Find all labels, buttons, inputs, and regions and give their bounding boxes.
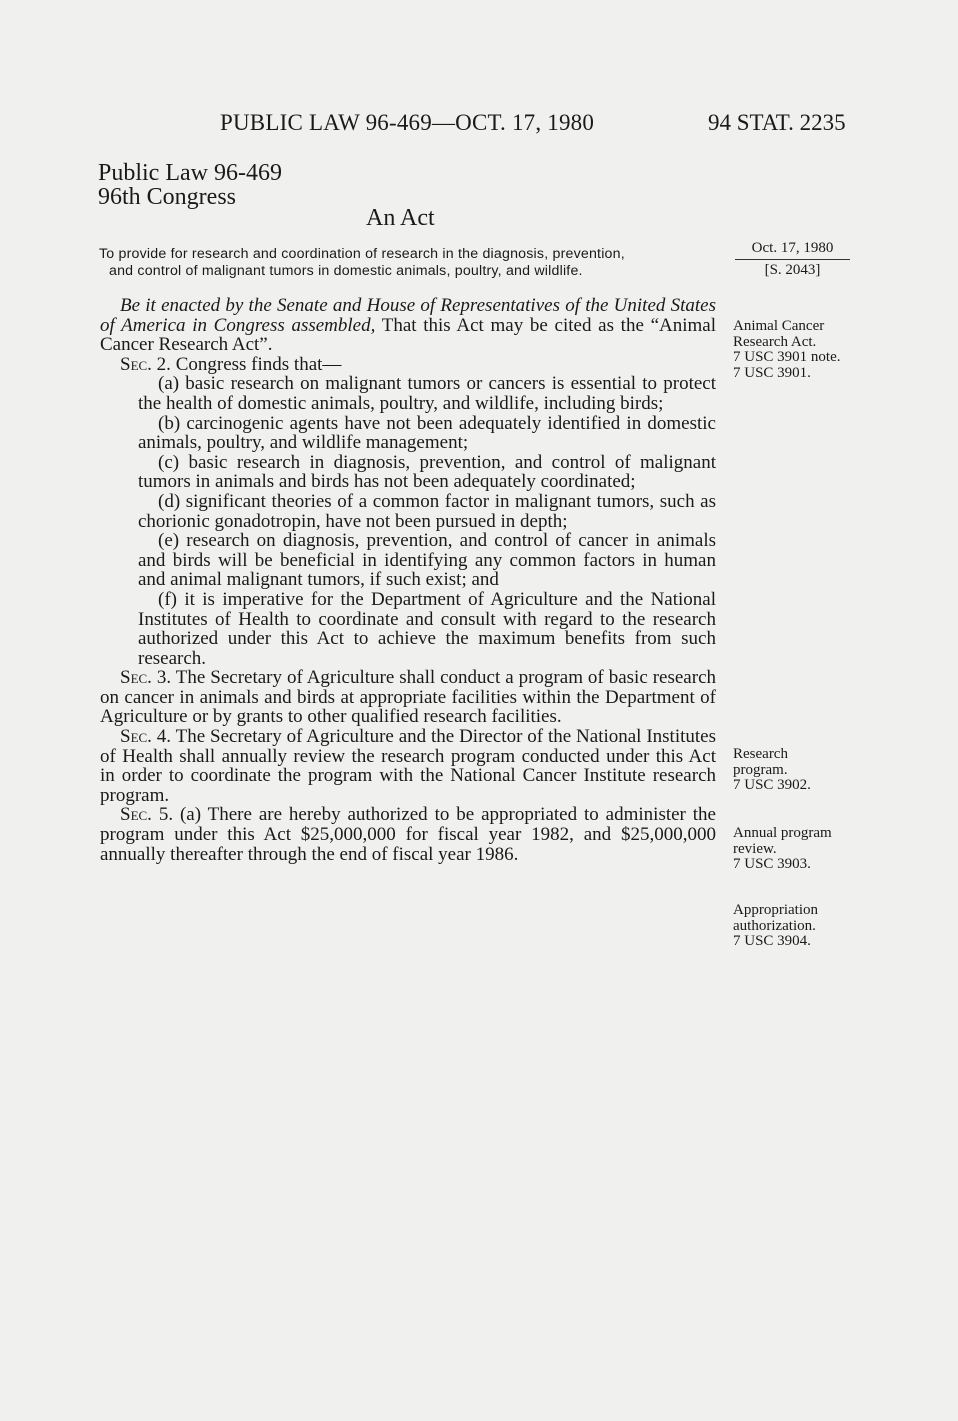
section-5 bbox=[100, 805, 716, 864]
section-3-text: The Secretary of Agriculture shall conduct a program of basic research on cancer in animals and birds at appropriate facilities within the Department of Agriculture or by grants to other qualified research facilities. bbox=[100, 667, 717, 728]
margin-note-line: Annual program bbox=[733, 825, 832, 841]
bill-number: [S. 2043] bbox=[764, 262, 821, 278]
margin-note-line: 7 USC 3904. bbox=[733, 933, 811, 950]
statute-page-number: 94 STAT. 2235 bbox=[708, 110, 846, 135]
margin-note-line: 7 USC 3902. bbox=[733, 777, 811, 794]
purpose-line-2: and control of malignant tumors in domestic animals, poultry, and wildlife. bbox=[109, 263, 583, 279]
margin-note-line: 7 USC 3901 note. bbox=[733, 349, 841, 366]
section-5-label: Sec. 5. bbox=[120, 804, 174, 826]
margin-note-line: Research bbox=[733, 746, 788, 762]
margin-note-annual-review bbox=[733, 826, 863, 873]
margin-note-research-program bbox=[733, 747, 863, 794]
running-header: PUBLIC LAW 96-469—OCT. 17, 1980 bbox=[220, 110, 595, 135]
margin-note-line: Animal Cancer bbox=[733, 318, 825, 334]
finding-c: (c) basic research in diagnosis, prevention, and control of malignant tumors in animals and birds has not been adequately coordinated; bbox=[138, 451, 716, 493]
margin-note-line: program. bbox=[733, 761, 788, 778]
congress-session: 96th Congress bbox=[98, 184, 236, 210]
purpose-statement bbox=[99, 246, 717, 280]
margin-note-line: Appropriation bbox=[733, 902, 818, 918]
finding-d: (d) significant theories of a common factor in malignant tumors, such as chorionic gonadotropin, have not been pursued in depth; bbox=[138, 490, 716, 532]
section-2-text: Congress finds that— bbox=[170, 353, 342, 375]
section-4 bbox=[100, 727, 716, 805]
margin-note-appropriation bbox=[733, 903, 863, 950]
margin-note-line: authorization. bbox=[733, 917, 816, 934]
public-law-number: Public Law 96-469 bbox=[98, 160, 282, 186]
section-3-label: Sec. 3. bbox=[120, 667, 172, 689]
section-4-label: Sec. 4. bbox=[120, 726, 172, 748]
enactment-date: Oct. 17, 1980 bbox=[735, 240, 850, 260]
section-3 bbox=[100, 668, 716, 727]
finding-b: (b) carcinogenic agents have not been adequately identified in domestic animals, poultry, and wildlife management; bbox=[138, 412, 716, 454]
finding-f: (f) it is imperative for the Department of Agriculture and the National Institutes of Health to coordinate and consult with regard to the research authorized under this Act to achieve the maximum benefits from such research. bbox=[138, 588, 716, 669]
margin-note-line: 7 USC 3903. bbox=[733, 856, 811, 873]
margin-note-line: review. bbox=[733, 840, 777, 857]
margin-note-line: 7 USC 3901. bbox=[733, 364, 811, 381]
act-body bbox=[100, 296, 716, 864]
finding-a: (a) basic research on malignant tumors or cancers is essential to protect the health of domestic animals, poultry, and wildlife, including birds; bbox=[138, 373, 716, 414]
finding-e: (e) research on diagnosis, prevention, and control of cancer in animals and birds will be beneficial in identifying any common factors in human and animal malignant tumors, if such exist; and bbox=[138, 530, 716, 591]
enacting-clause-text: That this Act may be cited as the “Animal Cancer Research Act”. bbox=[100, 314, 717, 356]
section-4-text: The Secretary of Agriculture and the Director of the National Institutes of Health shall annually review the research program conducted under this Act in order to coordinate the program with the National Cancer Institute research program. bbox=[100, 726, 717, 806]
margin-note-short-title bbox=[733, 319, 863, 381]
purpose-line-1: To provide for research and coordination of research in the diagnosis, prevention, bbox=[99, 246, 625, 262]
act-title: An Act bbox=[366, 205, 435, 231]
section-2 bbox=[100, 355, 716, 375]
enacting-clause-italic: Be it enacted by the Senate and House of Representatives of the United States of America in Congress assembled, bbox=[100, 295, 716, 336]
section-2-label: Sec. 2. bbox=[120, 353, 171, 375]
section-5-text: (a) There are hereby authorized to be appropriated to administer the program under this Act $25,000,000 for fiscal year 1982, and $25,000,000 annually thereafter through the end of fiscal year 1986. bbox=[100, 804, 716, 865]
enacting-clause bbox=[100, 296, 716, 355]
margin-note-line: Research Act. bbox=[733, 333, 817, 350]
